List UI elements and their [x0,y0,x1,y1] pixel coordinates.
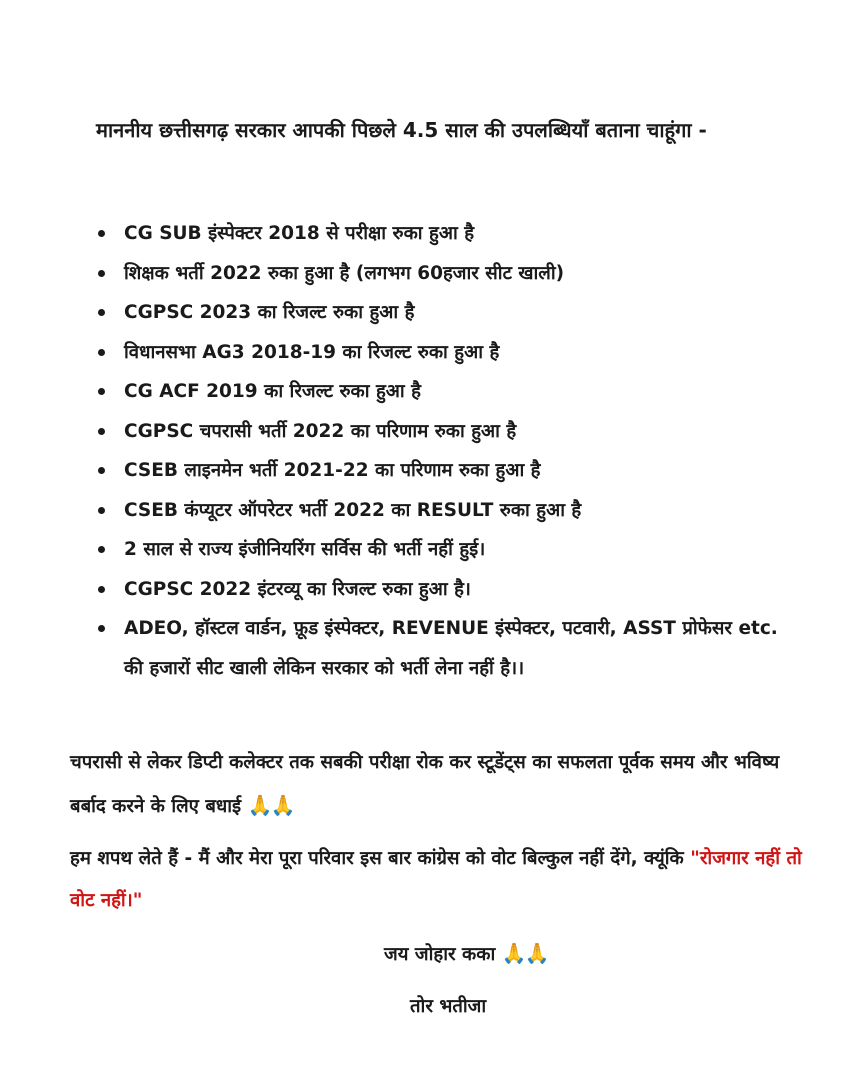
bullet-icon [98,625,105,632]
signature-text: तोर भतीजा [410,996,487,1017]
bullet-icon [98,586,105,593]
signoff-text: जय जोहार कका [384,944,496,965]
bullet-icon [98,507,105,514]
list-item-text: CGPSC 2022 इंटरव्यू का रिजल्ट रुका हुआ है। [124,578,471,600]
list-item-text: विधानसभा AG3 2018-19 का रिजल्ट रुका हुआ है [124,341,500,363]
bullet-icon [98,428,105,435]
bullet-icon [98,230,105,237]
list-item-text: 2 साल से राज्य इंजीनियरिंग सर्विस की भर्ती नहीं हुई। [124,539,486,560]
list-item [96,412,796,452]
list-item [96,333,796,373]
slogan-text: "रोजगार नहीं तो वोट नहीं।" [70,848,802,911]
bullet-icon [98,309,105,316]
bullet-icon [98,467,105,474]
list-item-text: CGPSC चपरासी भर्ती 2022 का परिणाम रुका हुआ है [124,420,517,442]
list-item-text: CSEB कंप्यूटर ऑपरेटर भर्ती 2022 का RESULT रुका हुआ है [124,499,582,521]
bullet-icon [98,546,105,553]
list-item [96,214,796,254]
list-item-text: ADEO, हॉस्टल वार्डन, फ़ूड इंस्पेक्टर, REVENUE इंस्पेक्टर, पटवारी, ASST प्रोफेसर etc. की हजारों सीट खाली लेकिन सरकार को भर्ती लेना नहीं है।। [124,618,778,679]
list-item-text: शिक्षक भर्ती 2022 रुका हुआ है (लगभग 60हजार सीट खाली) [124,262,565,284]
list-item [96,254,796,294]
bullet-icon [98,270,105,277]
list-item [96,491,796,531]
bullet-icon [98,388,105,395]
list-item-text: CSEB लाइनमेन भर्ती 2021-22 का परिणाम रुका हुआ है [124,460,541,481]
congratulations-text: चपरासी से लेकर डिप्टी कलेक्टर तक सबकी परीक्षा रोक कर स्टूडेंट्स का सफलता पूर्वक समय और भविष्य बर्बाद करने के लिए बधाई [70,752,780,817]
list-item [96,609,796,688]
list-item [96,570,796,610]
folded-hands-icon: 🙏🙏 [501,941,548,965]
oath-paragraph [70,838,810,922]
list-item [96,372,796,412]
congratulations-paragraph [70,742,810,828]
intro-heading: माननीय छत्तीसगढ़ सरकार आपकी पिछले 4.5 साल की उपलब्धियाँ बताना चाहूंगा - [96,118,707,142]
oath-text: हम शपथ लेते हैं - मैं और मेरा पूरा परिवार इस बार कांग्रेस को वोट बिल्कुल नहीं देंगे, क्यूंकि [70,848,691,869]
achievements-list [96,214,796,688]
list-item-text: CG ACF 2019 का रिजल्ट रुका हुआ है [124,381,421,402]
folded-hands-icon: 🙏🙏 [247,793,294,817]
list-item [96,293,796,333]
list-item-text: CG SUB इंस्पेक्टर 2018 से परीक्षा रुका हुआ है [124,223,475,244]
list-item-text: CGPSC 2023 का रिजल्ट रुका हुआ है [124,302,415,323]
list-item [96,530,796,570]
bullet-icon [98,349,105,356]
signoff-line [384,938,548,970]
list-item [96,451,796,491]
